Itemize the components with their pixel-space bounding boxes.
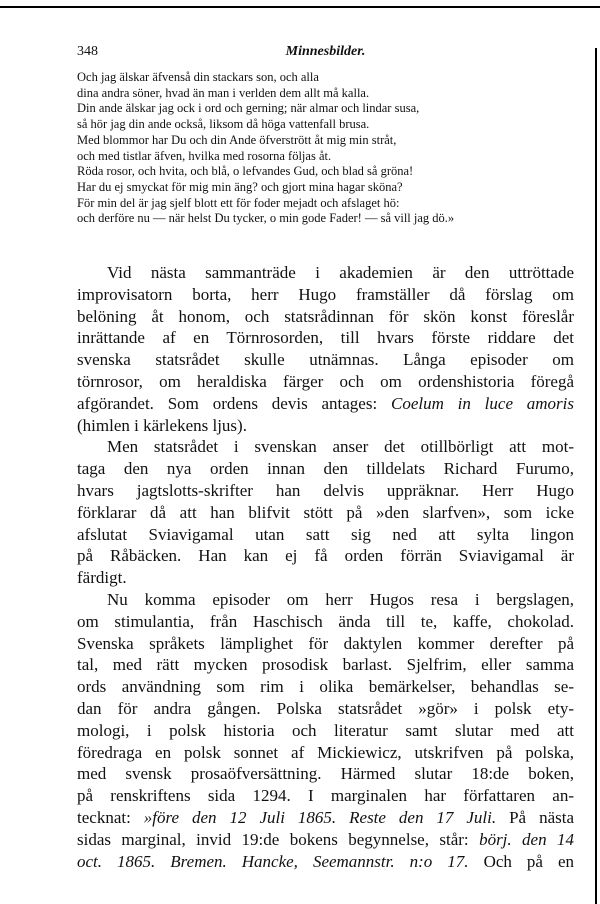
prose-text: tecknat:: [77, 807, 144, 827]
prose-text: afgörandet. Som ordens devis antages:: [77, 393, 378, 413]
prose-line: Svenska språkets lämplighet för daktylen kommer derefter på: [77, 633, 574, 653]
top-rule: [0, 6, 600, 8]
prose-line: mologi, i polsk historia och literatur samt slutar med att: [77, 720, 574, 740]
margin-note-text: »före den 12 Juli 1865. Reste den 17 Juli.: [143, 807, 497, 827]
prose-line-margin-note: [77, 851, 574, 873]
prose-line-with-motto: [77, 393, 574, 415]
prose-line: tal, med rätt mycken prosodisk barlast. Sjelfrim, eller samma: [77, 655, 574, 675]
right-edge-rule: [595, 48, 597, 904]
poem-line: och derföre nu — när helst Du tycker, o min gode Fader! — så vill jag dö.»: [77, 211, 455, 226]
prose-line: färdigt.: [77, 568, 127, 588]
prose-body: [77, 262, 574, 872]
poem-line: så hör jag din ande också, liksom då höga vattenfall brusa.: [77, 117, 370, 132]
poem-line: och med tistlar äfven, hvilka med rosorna följas åt.: [77, 148, 332, 163]
prose-line: taga den nya orden innan den tilldelats Richard Furumo,: [77, 459, 574, 479]
prose-line: föredraga en polsk sonnet af Mickiewicz, utskrifven på polska,: [77, 742, 574, 762]
motto-text: Coelum in luce amoris: [390, 393, 575, 413]
prose-line: Nu komma episoder om herr Hugos resa i bergslagen,: [107, 589, 574, 609]
prose-line: om stimulantia, från Haschisch ända till te, kaffe, chokolad.: [77, 611, 574, 631]
prose-line: improvisatorn borta, herr Hugo framställer då förslag om: [77, 284, 574, 304]
prose-line: belöning åt honom, och statsrådinnan för skön konst föreslår: [77, 306, 574, 326]
running-title: Minnesbilder.: [285, 44, 366, 59]
prose-line: Vid nästa sammanträde i akademien är den uttröttade: [107, 263, 574, 282]
prose-line: inrättande af en Törnrosorden, till hvars förste riddare det: [77, 328, 574, 348]
prose-line: dan för andra gången. Polska statsrådet »gör» i polsk ety-: [77, 698, 574, 718]
prose-line: svenska statsrådet skulle utnämnas. Långa episoder om: [77, 350, 574, 370]
prose-line: på renskriftens sida 1294. I marginalen har författaren an-: [77, 786, 574, 806]
prose-line: törnrosor, om heraldiska färger och om ordenshistoria föregå: [77, 371, 574, 391]
poem-line: Din ande älskar jag ock i ord och gerning; när almar och lindar susa,: [77, 101, 420, 116]
prose-line: (himlen i kärlekens ljus).: [77, 415, 247, 435]
prose-line: med svensk prosaöfversättning. Härmed slutar 18:de boken,: [77, 764, 574, 784]
page-header: [77, 42, 574, 62]
prose-line: förklarar då att han blifvit stött på »den slarfven», som icke: [77, 502, 574, 522]
prose-text: På nästa: [496, 807, 574, 827]
prose-line: på Råbäcken. Han kan ej få orden förrän Sviavigamal är: [77, 546, 574, 566]
prose-text: Och på en: [468, 851, 574, 871]
poem-line: För min del är jag sjelf blott ett för foder mejadt och afslaget hö:: [77, 195, 400, 210]
poem-block: [77, 70, 582, 227]
margin-note-text: oct. 1865. Bremen. Hancke, Seemannstr. n:o 17.: [77, 851, 469, 871]
prose-text: sidas marginal, invid 19:de bokens begynnelse, står:: [77, 829, 480, 849]
prose-line-margin-note: [77, 829, 574, 851]
poem-line: Med blommor har Du och din Ande öfverstrött åt mig min stråt,: [77, 132, 397, 147]
poem-line: dina andra söner, hvad än man i verlden dem allt må kalla.: [77, 85, 370, 100]
prose-line: hvars jagtslotts-skrifter han delvis uppräknar. Herr Hugo: [77, 480, 574, 500]
prose-line: Men statsrådet i svenskan anser det otillbörligt att mot-: [107, 437, 574, 457]
prose-line: ords användning som rim i olika bemärkelser, behandlas se-: [77, 677, 574, 697]
page-number: 348: [77, 44, 98, 59]
prose-line: afslutat Sviavigamal utan satt sig ned att sylta lingon: [77, 524, 574, 544]
poem-line: Har du ej smyckat för mig min äng? och gjort mina hagar sköna?: [77, 179, 403, 194]
poem-line: Och jag älskar äfvenså din stackars son, och alla: [77, 70, 319, 84]
margin-note-text: börj. den 14: [479, 829, 575, 849]
poem-line: Röda rosor, och hvita, och blå, o lefvandes Gud, och blad så gröna!: [77, 164, 414, 179]
prose-line-margin-note: [77, 807, 574, 829]
